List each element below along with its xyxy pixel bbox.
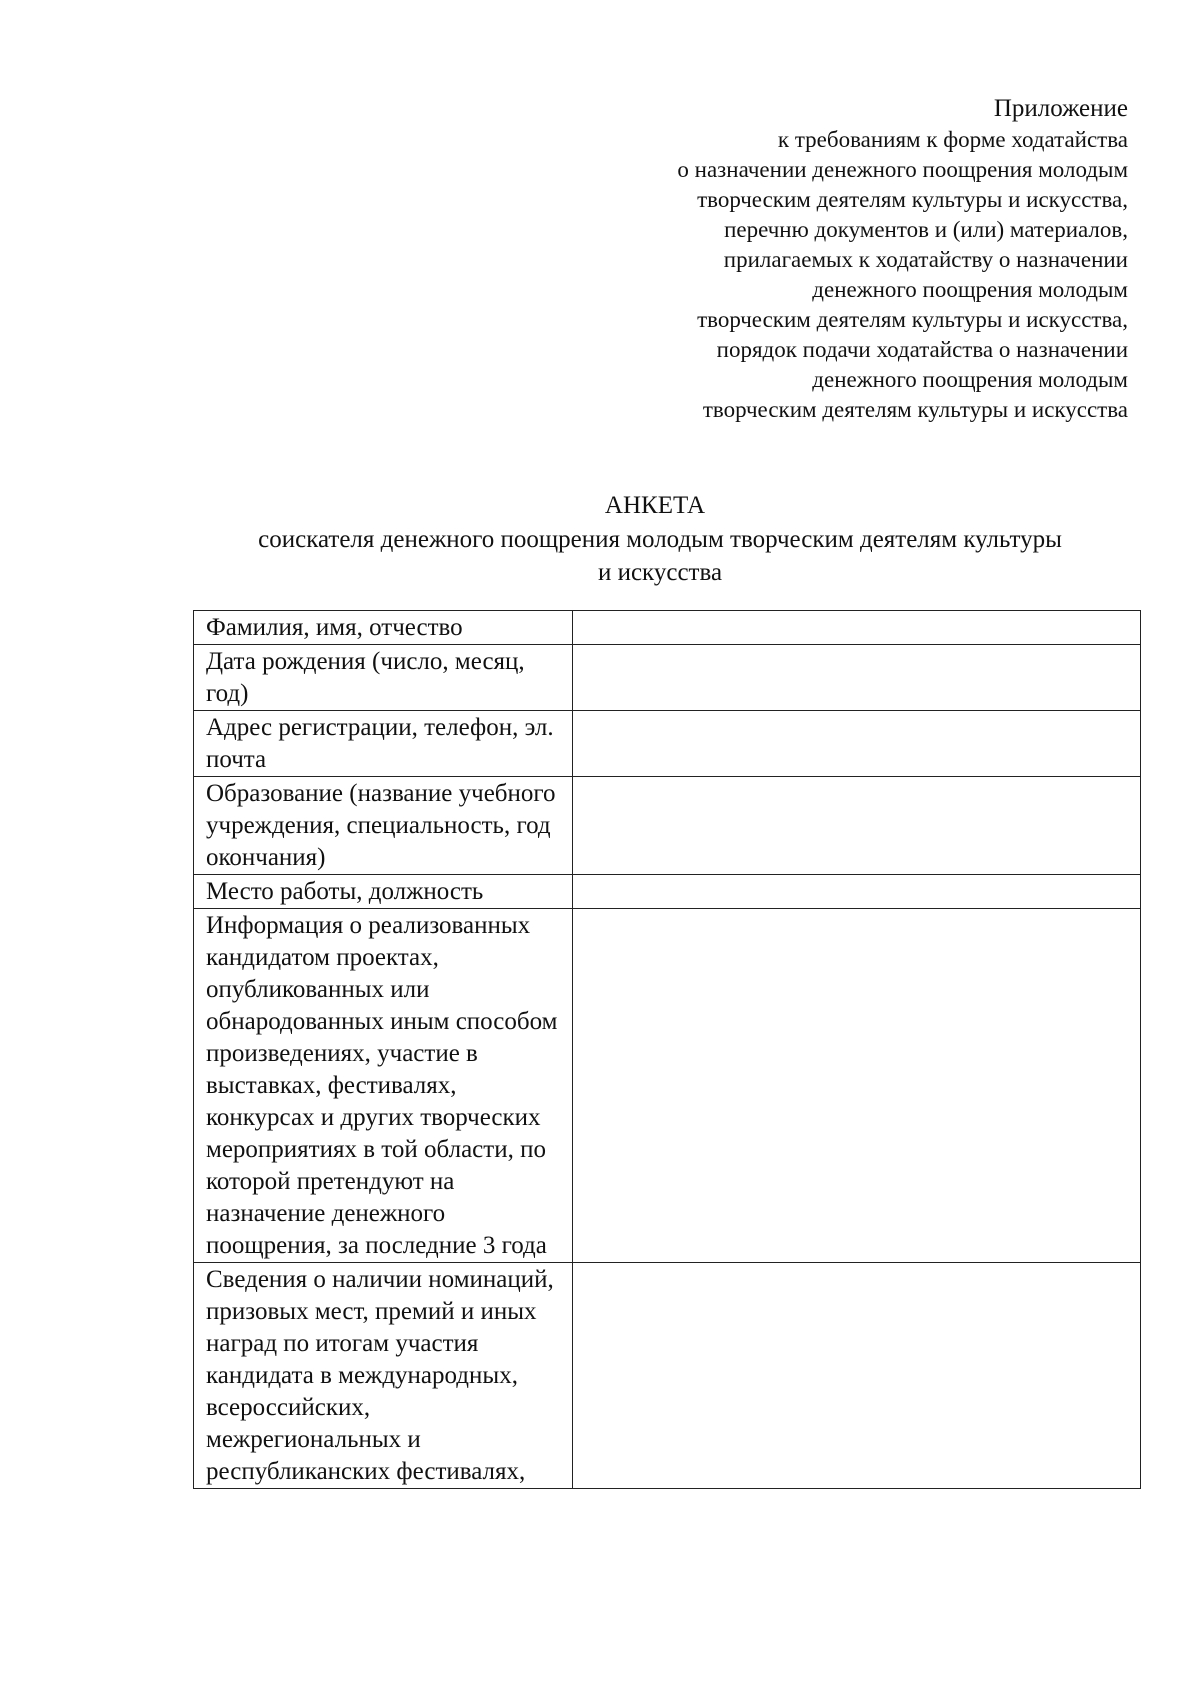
questionnaire-table: [193, 610, 1141, 1489]
field-value[interactable]: [573, 645, 1141, 711]
form-subtitle-line: и искусства: [597, 559, 723, 586]
table-row: [194, 1263, 1141, 1489]
field-label: Дата рождения (число, месяц, год): [194, 645, 573, 711]
appendix-line: к требованиям к форме ходатайства: [777, 127, 1128, 152]
table-row: [194, 875, 1141, 909]
appendix-line: творческим деятелям культуры и искусства,: [697, 187, 1128, 212]
field-label: Информация о реализованных кандидатом проектах, опубликованных или обнародованных иным способом произведениях, участие в выставках, фестивалях, конкурсах и других творческих мероприятиях в той области, по которой претендуют на назначение денежного поощрения, за последние 3 года: [194, 909, 573, 1263]
appendix-line: творческим деятелям культуры и искусства: [702, 397, 1128, 422]
table-row: [194, 645, 1141, 711]
appendix-line: прилагаемых к ходатайству о назначении: [723, 247, 1128, 272]
field-label: Место работы, должность: [194, 875, 573, 909]
appendix-line: перечню документов и (или) материалов,: [724, 217, 1128, 242]
field-label: Сведения о наличии номинаций, призовых мест, премий и иных наград по итогам участия кандидата в международных, всероссийских, межрегиональных и республиканских фестивалях,: [194, 1263, 573, 1489]
field-value[interactable]: [573, 777, 1141, 875]
field-label: Адрес регистрации, телефон, эл. почта: [194, 711, 573, 777]
field-value[interactable]: [573, 711, 1141, 777]
field-label: Фамилия, имя, отчество: [194, 611, 573, 645]
appendix-line: творческим деятелям культуры и искусства,: [697, 307, 1128, 332]
form-subtitle: [190, 523, 1130, 589]
field-label: Образование (название учебного учреждения, специальность, год окончания): [194, 777, 573, 875]
field-value[interactable]: [573, 611, 1141, 645]
appendix-block: [488, 93, 1128, 425]
table-row: [194, 777, 1141, 875]
field-value[interactable]: [573, 1263, 1141, 1489]
field-value[interactable]: [573, 909, 1141, 1263]
table-row: [194, 611, 1141, 645]
appendix-line: денежного поощрения молодым: [812, 367, 1128, 392]
form-title: АНКЕТА: [604, 492, 706, 519]
form-subtitle-line: соискателя денежного поощрения молодым творческим деятелям культуры: [258, 526, 1062, 553]
appendix-line: о назначении денежного поощрения молодым: [677, 157, 1128, 182]
field-value[interactable]: [573, 875, 1141, 909]
appendix-line: порядок подачи ходатайства о назначении: [716, 337, 1128, 362]
appendix-title: Приложение: [993, 95, 1128, 122]
table-row: [194, 909, 1141, 1263]
appendix-line: денежного поощрения молодым: [812, 277, 1128, 302]
table-row: [194, 711, 1141, 777]
